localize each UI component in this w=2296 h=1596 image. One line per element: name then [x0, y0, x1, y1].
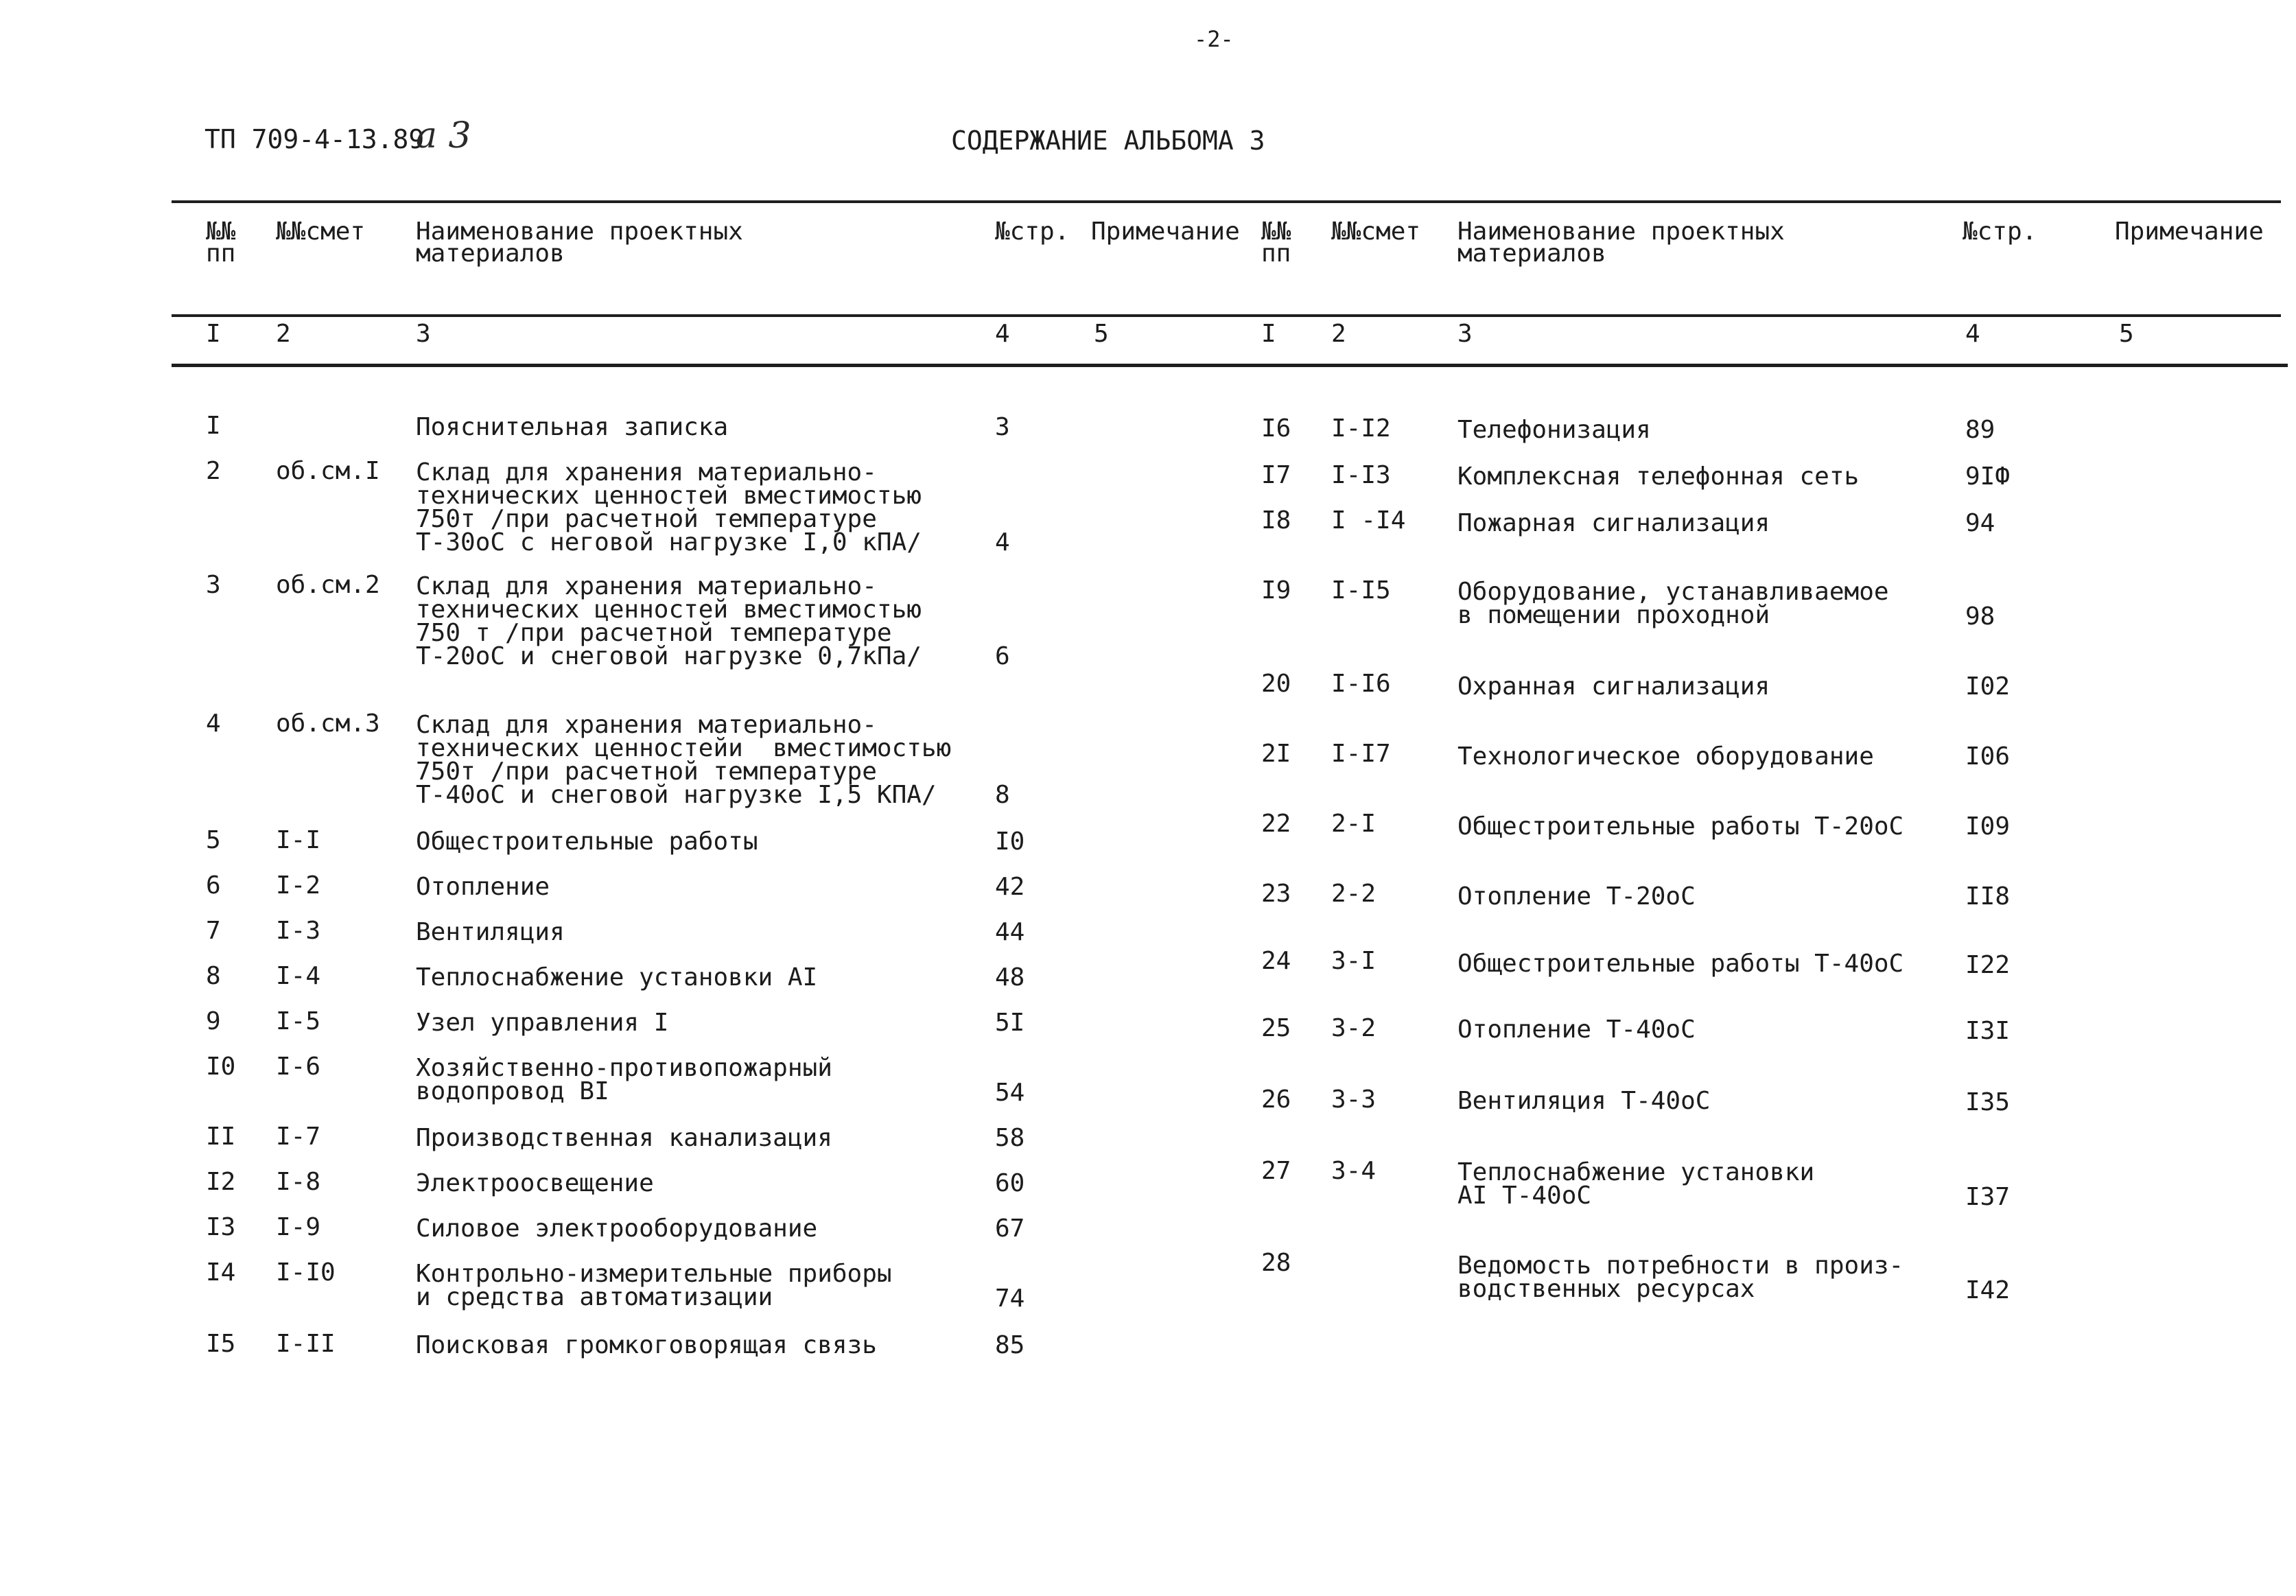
col-number-3-right: 3	[1457, 320, 1473, 348]
right-row-page: 98	[1965, 602, 1995, 631]
right-row-smet: I-I6	[1331, 670, 1391, 698]
right-row-num: 22	[1261, 810, 1291, 838]
col-number-1-right: I	[1261, 320, 1276, 348]
left-row-page: 58	[995, 1124, 1025, 1152]
right-row-num: I6	[1261, 414, 1291, 443]
album-contents-title: СОДЕРЖАНИЕ АЛЬБОМА 3	[951, 126, 1265, 156]
right-row-name: Пожарная сигнализация	[1457, 509, 1770, 537]
right-row-page: I37	[1965, 1183, 2011, 1211]
document-code-handwritten-note: а 3	[416, 115, 471, 156]
left-row-num: 8	[206, 962, 221, 990]
left-row-num: 7	[206, 917, 221, 945]
left-row-page: 54	[995, 1079, 1025, 1107]
right-row-page: 89	[1965, 416, 1995, 444]
left-row-name: Склад для хранения материально- технических ценностей вместимостью 750т /при расчетной температуре Т-30оС с неговой нагрузке I,0 кПА/	[416, 458, 922, 556]
header-note-right: Примечание	[2115, 218, 2264, 246]
left-row-num: 6	[206, 871, 221, 900]
right-row-name: Общестроительные работы Т-40оС	[1457, 950, 1904, 978]
left-row-smet: I-I0	[276, 1258, 336, 1287]
header-page-left: №стр.	[995, 218, 1070, 246]
right-row-name: Общестроительные работы Т-20оС	[1457, 812, 1904, 841]
header-num-left: №№ пп	[206, 218, 236, 268]
header-num-right: №№ пп	[1261, 218, 1291, 268]
right-row-num: 2I	[1261, 740, 1291, 768]
right-row-num: I9	[1261, 576, 1291, 605]
left-row-num: 9	[206, 1007, 221, 1035]
right-row-num: 26	[1261, 1085, 1291, 1114]
left-row-smet: I-4	[276, 962, 321, 990]
col-number-4-left: 4	[995, 320, 1010, 348]
left-row-smet: I-5	[276, 1007, 321, 1035]
left-row-smet: I-I	[276, 826, 321, 854]
left-row-name: Поисковая громкоговорящая связь	[416, 1331, 877, 1359]
right-row-num: 24	[1261, 947, 1291, 975]
col-number-5-right: 5	[2119, 320, 2134, 348]
left-row-smet: I-9	[276, 1213, 321, 1241]
left-row-smet: I-8	[276, 1168, 321, 1196]
left-row-name: Силовое электрооборудование	[416, 1214, 818, 1243]
right-row-name: Телефонизация	[1457, 416, 1651, 444]
left-row-num: I3	[206, 1213, 236, 1241]
left-row-name: Узел управления I	[416, 1009, 669, 1037]
right-row-page: II8	[1965, 882, 2011, 911]
table-top-rule	[172, 200, 2281, 203]
left-row-page: 5I	[995, 1009, 1025, 1037]
left-row-page: 60	[995, 1169, 1025, 1197]
left-row-page: 85	[995, 1331, 1025, 1359]
left-row-page: 48	[995, 963, 1025, 991]
right-row-page: 9IФ	[1965, 462, 2011, 491]
right-row-smet: I-I2	[1331, 414, 1391, 443]
column-numbers-bottom-rule	[172, 364, 2288, 367]
right-row-smet: I-I5	[1331, 576, 1391, 605]
left-row-num: I	[206, 412, 221, 440]
left-row-page: 6	[995, 642, 1010, 670]
left-row-name: Склад для хранения материально- технических ценностей вместимостью 750 т /при расчетной температуре Т-20оС и снеговой нагрузке 0,7кПа/	[416, 572, 922, 670]
left-row-num: I4	[206, 1258, 236, 1287]
right-row-page: I06	[1965, 742, 2011, 771]
left-row-smet: I-3	[276, 917, 321, 945]
right-row-num: 20	[1261, 670, 1291, 698]
left-row-page: 4	[995, 528, 1010, 556]
left-row-num: 2	[206, 457, 221, 485]
right-row-smet: 3-I	[1331, 947, 1377, 975]
left-row-smet: об.см.3	[276, 709, 380, 738]
left-row-smet: I-II	[276, 1330, 336, 1358]
left-row-name: Пояснительная записка	[416, 413, 729, 441]
right-row-num: I8	[1261, 506, 1291, 535]
right-row-smet: I -I4	[1331, 506, 1406, 535]
left-row-page: 42	[995, 873, 1025, 901]
left-row-page: 3	[995, 413, 1010, 441]
left-row-name: Производственная канализация	[416, 1124, 832, 1152]
right-row-name: Оборудование, устанавливаемое в помещении проходной	[1457, 578, 1889, 629]
header-smet-right: №№смет	[1331, 218, 1421, 246]
col-number-2-right: 2	[1331, 320, 1346, 348]
right-row-num: I7	[1261, 461, 1291, 489]
right-row-num: 23	[1261, 880, 1291, 908]
left-row-page: 8	[995, 781, 1010, 809]
right-row-name: Отопление Т-40оС	[1457, 1016, 1696, 1044]
col-number-4-right: 4	[1965, 320, 1980, 348]
col-number-2-left: 2	[276, 320, 291, 348]
left-row-name: Электроосвещение	[416, 1169, 654, 1197]
col-number-5-left: 5	[1094, 320, 1109, 348]
header-name-right: Наименование проектных материалов	[1457, 218, 1785, 268]
left-row-name: Контрольно-измерительные приборы и средства автоматизации	[416, 1260, 892, 1311]
left-row-name: Отопление	[416, 873, 550, 901]
header-bottom-rule	[172, 314, 2281, 317]
right-row-page: I42	[1965, 1276, 2011, 1304]
right-row-name: Охранная сигнализация	[1457, 672, 1770, 701]
header-note-left: Примечание	[1091, 218, 1240, 246]
header-name-left: Наименование проектных материалов	[416, 218, 743, 268]
right-row-smet: 3-2	[1331, 1014, 1377, 1042]
left-row-page: 67	[995, 1214, 1025, 1243]
left-row-name: Склад для хранения материально- технических ценностейи вместимостью 750т /при расчетной температуре Т-40оС и снеговой нагрузке I,5 КПА/	[416, 711, 952, 809]
left-row-page: 74	[995, 1284, 1025, 1313]
right-row-page: I02	[1965, 672, 2011, 701]
left-row-name: Вентиляция	[416, 918, 565, 946]
left-row-smet: об.см.I	[276, 457, 380, 485]
left-row-name: Общестроительные работы	[416, 828, 758, 856]
left-row-num: 5	[206, 826, 221, 854]
right-row-smet: I-I3	[1331, 461, 1391, 489]
right-row-name: Теплоснабжение установки AI Т-40оС	[1457, 1158, 1815, 1210]
header-page-right: №стр.	[1963, 218, 2037, 246]
left-row-num: I5	[206, 1330, 236, 1358]
right-row-page: I09	[1965, 812, 2011, 841]
col-number-1-left: I	[206, 320, 221, 348]
left-row-page: 44	[995, 918, 1025, 946]
right-row-page: I35	[1965, 1088, 2011, 1116]
right-row-smet: 2-I	[1331, 810, 1377, 838]
header-smet-left: №№смет	[276, 218, 366, 246]
left-row-num: 4	[206, 709, 221, 738]
right-row-name: Комплексная телефонная сеть	[1457, 462, 1860, 491]
left-row-num: 3	[206, 571, 221, 599]
right-row-name: Вентиляция Т-40оС	[1457, 1087, 1711, 1115]
right-row-page: I3I	[1965, 1017, 2011, 1045]
document-code: ТП 709-4-13.89	[204, 124, 425, 154]
left-row-num: II	[206, 1123, 236, 1151]
right-row-smet: 3-4	[1331, 1157, 1377, 1185]
left-row-page: I0	[995, 828, 1025, 856]
left-row-smet: I-6	[276, 1053, 321, 1081]
right-row-num: 27	[1261, 1157, 1291, 1185]
left-row-num: I0	[206, 1053, 236, 1081]
right-row-num: 28	[1261, 1249, 1291, 1277]
right-row-num: 25	[1261, 1014, 1291, 1042]
right-row-name: Технологическое оборудование	[1457, 742, 1874, 771]
left-row-name: Теплоснабжение установки AI	[416, 963, 818, 991]
left-row-num: I2	[206, 1168, 236, 1196]
right-row-page: 94	[1965, 509, 1995, 537]
left-row-smet: I-7	[276, 1123, 321, 1151]
right-row-page: I22	[1965, 951, 2011, 979]
right-row-smet: I-I7	[1331, 740, 1391, 768]
right-row-name: Ведомость потребности в произ- водственных ресурсах	[1457, 1252, 1904, 1303]
page-number: -2-	[1194, 26, 1234, 52]
left-row-smet: об.см.2	[276, 571, 380, 599]
left-row-smet: I-2	[276, 871, 321, 900]
right-row-name: Отопление Т-20оС	[1457, 882, 1696, 911]
right-row-smet: 3-3	[1331, 1085, 1377, 1114]
col-number-3-left: 3	[416, 320, 431, 348]
left-row-name: Хозяйственно-противопожарный водопровод BI	[416, 1054, 832, 1105]
right-row-smet: 2-2	[1331, 880, 1377, 908]
